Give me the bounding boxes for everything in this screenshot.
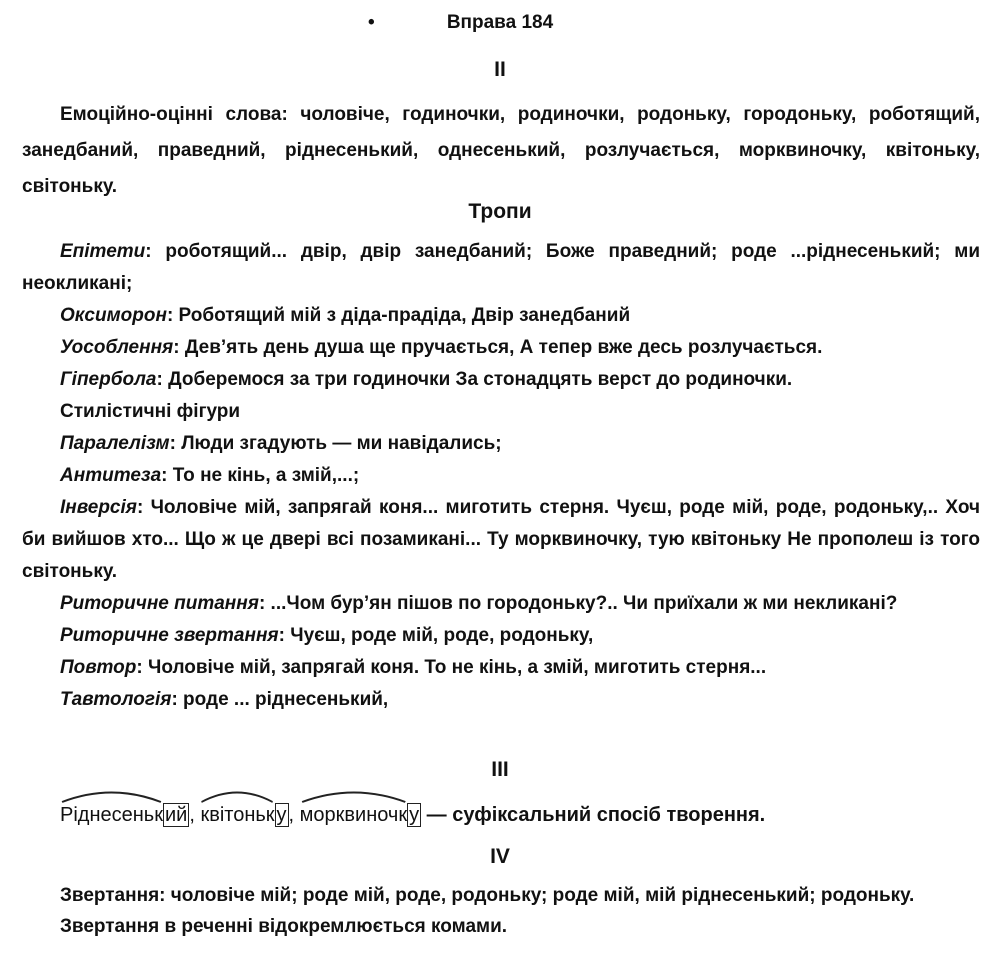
figure-rhetorical-address [22,620,980,652]
trope-term: Уособлення [60,337,174,358]
exercise-title: Вправа 184 [446,12,554,33]
figure-parallelism [22,428,980,460]
tropes-heading: Тропи [468,200,532,223]
ending-box: ий [164,804,188,826]
figure-term: Інверсія [60,497,137,518]
suffix-arc-mark [300,789,407,803]
figure-text: : ...Чом бур’ян пішов по городоньку?.. Чи приїхали ж ми некликані? [258,593,898,614]
trope-text: : роботящий... двір, двір занедбаний; Боже праведний; роде ...ріднесенький; ми неокликані; [22,241,980,294]
figure-term: Тавтологія [60,689,172,710]
bullet-mark: • [368,12,375,33]
ending-box: у [276,804,287,826]
figure-text: : Чоловіче мій, запрягай коня... миготить стерня. Чуєш, роде мій, роде, родоньку,.. Хоч би вийшов хто... Що ж це двері всі позамикані... Ту морквиночку, тую квітоньку Не прополеш із того світоньку. [22,497,980,582]
section-ii-heading: II [494,58,506,81]
word-stem: Ріднесеньк [60,804,163,826]
trope-epithets [22,236,980,300]
figure-text: : Чуєш, роде мій, роде, родоньку, [278,625,594,646]
figure-term: Риторичне звертання [60,625,279,646]
trope-term: Гіпербола [60,369,157,390]
emotional-words-text: : чоловіче, годиночки, родиночки, родоньку, городоньку, роботящий, занедбаний, праведний, ріднесенький, однесенький, розлучається, морквиночку, квітоньку, світоньку. [22,104,980,197]
figure-inversion [22,492,980,588]
word-morkvynochku [300,801,407,830]
word-stem: квітоньк [200,804,275,826]
address-label: Звертання [60,885,160,906]
word-stem: морквиночк [299,804,408,826]
figure-text: : То не кінь, а змій,...; [161,465,360,486]
word-formation-conclusion: — суфіксальний спосіб творення. [421,804,766,826]
address-text: : чоловіче мій; роде мій, роде, родоньку; роде мій, мій ріднесенький; родоньку. [159,885,915,906]
figure-tautology [22,684,980,716]
word-separator: , [288,804,300,826]
suffix-arc-mark [200,789,274,803]
word-kvitonku [200,801,274,830]
tropes-list [22,236,980,716]
address-rule: Звертання в реченні відокремлюється комами. [60,916,508,937]
trope-text: : Роботящий мій з діда-прадіда, Двір занедбаний [166,305,631,326]
figure-term: Риторичне питання [60,593,259,614]
trope-oxymoron [22,300,980,332]
trope-personification [22,332,980,364]
figure-text: : Люди згадують — ми навідались; [169,433,502,454]
figures-heading: Стилістичні фігури [60,401,241,422]
figure-rhetorical-question [22,588,980,620]
word-formation-line [22,801,980,830]
trope-text: : Дев’ять день душа ще пручається, А тепер вже десь розлучається. [173,337,823,358]
address-paragraph [22,880,980,942]
trope-hyperbole [22,364,980,396]
figure-repetition [22,652,980,684]
section-iv-heading: IV [490,845,510,868]
trope-text: : Доберемося за три годиночки За стонадцять верст до родиночки. [156,369,793,390]
figure-term: Паралелізм [60,433,170,454]
figure-text: : роде ... ріднесенький, [171,689,389,710]
emotional-words-label: Емоційно-оцінні слова [60,104,282,125]
ending-box: у [409,804,420,826]
trope-term: Епітети [60,241,146,262]
word-separator: , [189,804,201,826]
figure-text: : Чоловіче мій, запрягай коня. То не кінь, а змій, миготить стерня... [136,657,767,678]
word-ridnesenkyi [60,801,163,830]
figure-term: Антитеза [60,465,162,486]
figure-antithesis [22,460,980,492]
figure-term: Повтор [60,657,137,678]
trope-term: Оксиморон [60,305,167,326]
emotional-words-paragraph [22,97,980,205]
suffix-arc-mark [60,789,163,803]
section-iii-heading: III [491,758,509,781]
